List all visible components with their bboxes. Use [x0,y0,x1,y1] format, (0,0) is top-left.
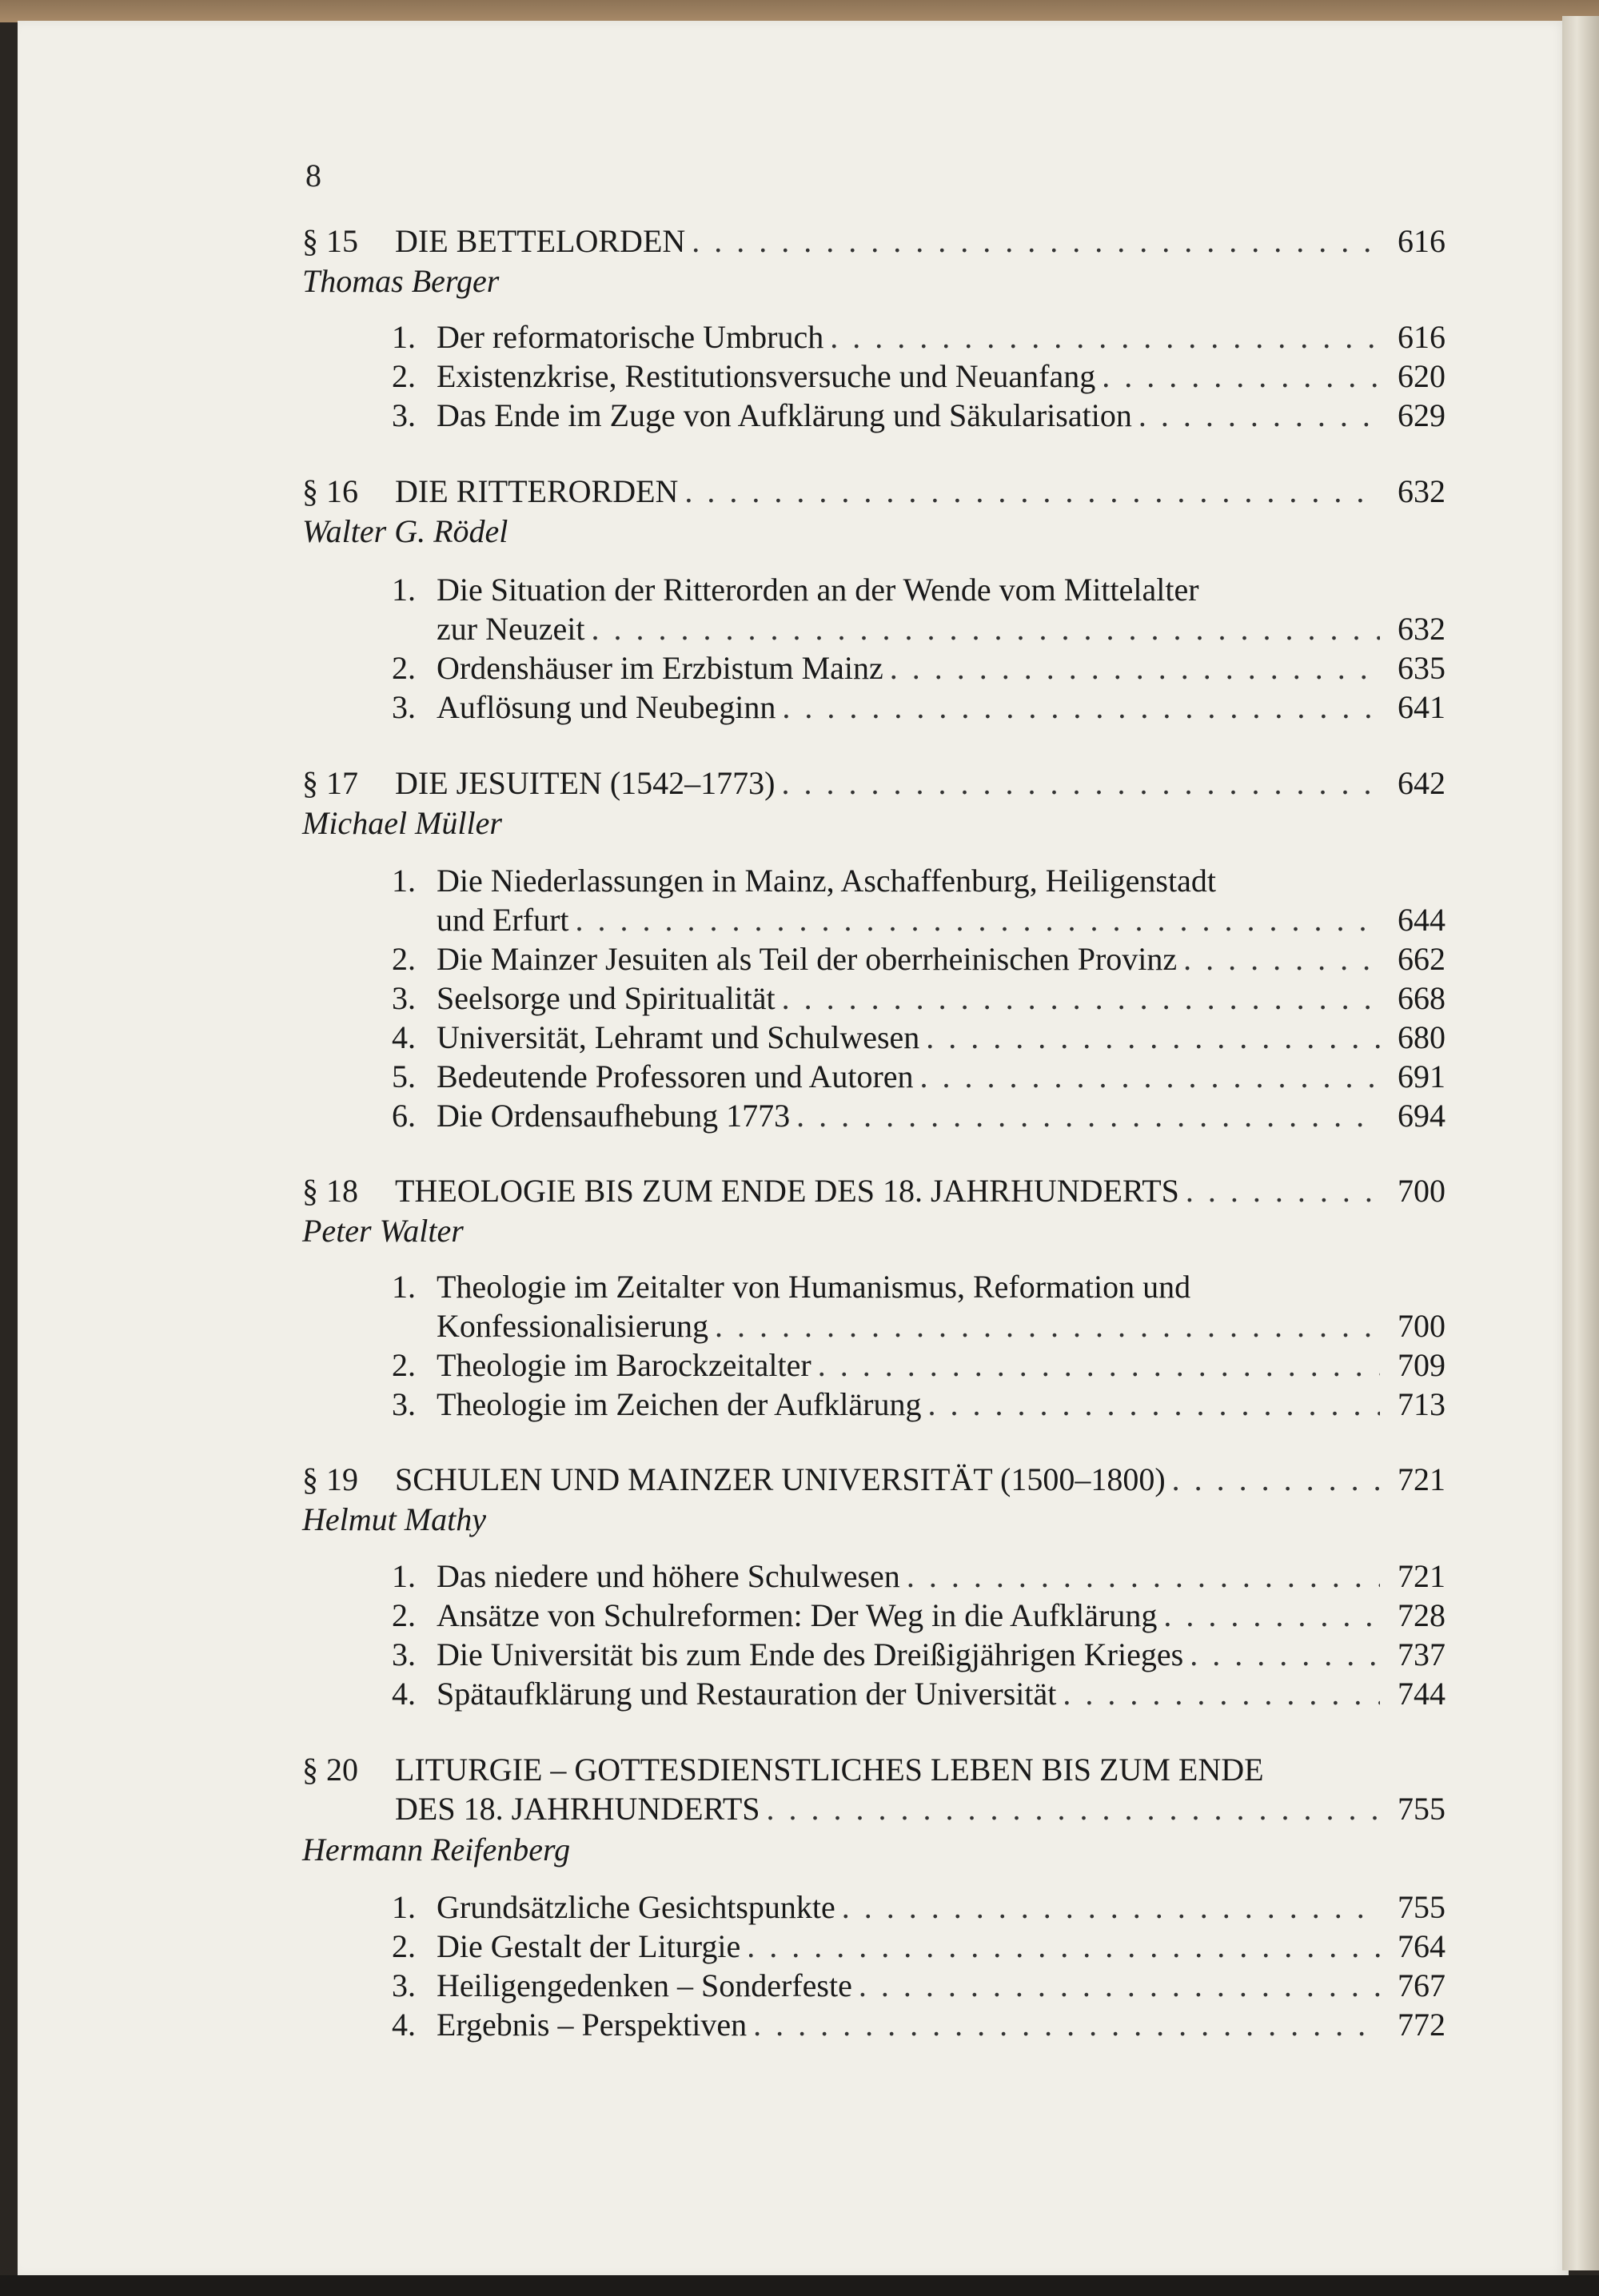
toc-entry-cont: Konfessionalisierung . . . 700 [437,1307,1445,1345]
page-number: 8 [305,157,321,193]
toc-section-18: § 18 THEOLOGIE BIS ZUM ENDE DES 18. JAHRHUNDERTS . . . 700 [302,1172,1445,1210]
toc-entry: 3. Theologie im Zeichen der Aufklärung . . . 713 [392,1385,1445,1424]
toc-section-20: § 20 LITURGIE – GOTTESDIENSTLICHES LEBEN BIS ZUM ENDE [302,1752,1264,1788]
section-title: DIE JESUITEN (1542–1773) [395,765,776,801]
section-title: THEOLOGIE BIS ZUM ENDE DES 18. JAHRHUNDERTS [395,1173,1179,1209]
toc-entry: 3. Die Universität bis zum Ende des Dreißigjährigen Krieges . . . 737 [392,1636,1445,1674]
toc-section-16: § 16 DIE RITTERORDEN . . . 632 [302,472,1445,511]
toc-entry: 3. Seelsorge und Spiritualität . . . 668 [392,979,1445,1018]
toc-entry: 4. Ergebnis – Perspektiven . . . 772 [392,2006,1445,2044]
section-title: SCHULEN UND MAINZER UNIVERSITÄT (1500–1800) [395,1461,1166,1497]
toc-entry: 3. Heiligengedenken – Sonderfeste . . . 767 [392,1967,1445,2005]
section-author: Hermann Reifenberg [302,1832,571,1867]
section-title: LITURGIE – GOTTESDIENSTLICHES LEBEN BIS ZUM ENDE [395,1752,1264,1788]
toc-entry: 2. Ansätze von Schulreformen: Der Weg in die Aufklärung . . . 728 [392,1596,1445,1635]
toc-section-19: § 19 SCHULEN UND MAINZER UNIVERSITÄT (1500–1800) . . . 721 [302,1461,1445,1499]
section-title: DIE BETTELORDEN [395,223,686,259]
toc-entry: 6. Die Ordensaufhebung 1773 . . . 694 [392,1097,1445,1135]
toc-entry-cont: zur Neuzeit . . . 632 [437,610,1445,648]
section-author: Helmut Mathy [302,1501,486,1537]
scan-shadow [0,2275,1599,2296]
toc-entry: 4. Universität, Lehramt und Schulwesen . . . 680 [392,1018,1445,1057]
toc-entry: 1. Die Situation der Ritterorden an der Wende vom Mittelalter [392,572,1199,608]
toc-entry: 3. Das Ende im Zuge von Aufklärung und Säkularisation . . . 629 [392,397,1445,435]
section-author: Michael Müller [302,805,502,841]
toc-entry: 2. Existenzkrise, Restitutionsversuche und Neuanfang . . . 620 [392,357,1445,396]
page-stack-edge [1562,16,1599,2270]
toc-entry: 1. Theologie im Zeitalter von Humanismus, Reformation und [392,1269,1191,1305]
toc-section-17: § 17 DIE JESUITEN (1542–1773) . . . 642 [302,764,1445,803]
section-author: Walter G. Rödel [302,513,508,549]
toc-entry: 2. Die Gestalt der Liturgie . . . 764 [392,1927,1445,1966]
toc-entry: 5. Bedeutende Professoren und Autoren . . . 691 [392,1058,1445,1096]
toc-section-15: § 15 DIE BETTELORDEN . . . 616 [302,222,1445,261]
toc-entry: 1. Der reformatorische Umbruch . . . 616 [392,318,1445,357]
toc-entry: 4. Spätaufklärung und Restauration der Universität . . . 744 [392,1675,1445,1713]
section-title: DIE RITTERORDEN [395,473,679,509]
toc-section-20-cont: DES 18. JAHRHUNDERTS . . . 755 [395,1790,1445,1828]
toc-entry: 2. Die Mainzer Jesuiten als Teil der oberrheinischen Provinz . . . 662 [392,940,1445,979]
toc-entry: 1. Grundsätzliche Gesichtspunkte . . . 755 [392,1888,1445,1927]
toc-entry: 2. Ordenshäuser im Erzbistum Mainz . . . 635 [392,649,1445,688]
page-ref: 616 [1398,223,1445,259]
section-author: Thomas Berger [302,263,500,299]
toc-entry: 2. Theologie im Barockzeitalter . . . 709 [392,1346,1445,1385]
leader-dots [692,222,1380,261]
toc-entry: 1. Das niedere und höhere Schulwesen . . . 721 [392,1557,1445,1596]
toc-entry-cont: und Erfurt . . . 644 [437,901,1445,939]
toc-entry: 1. Die Niederlassungen in Mainz, Aschaffenburg, Heiligenstadt [392,863,1216,899]
toc-entry: 3. Auflösung und Neubeginn . . . 641 [392,688,1445,727]
section-author: Peter Walter [302,1213,464,1249]
book-top-edge [0,0,1599,22]
